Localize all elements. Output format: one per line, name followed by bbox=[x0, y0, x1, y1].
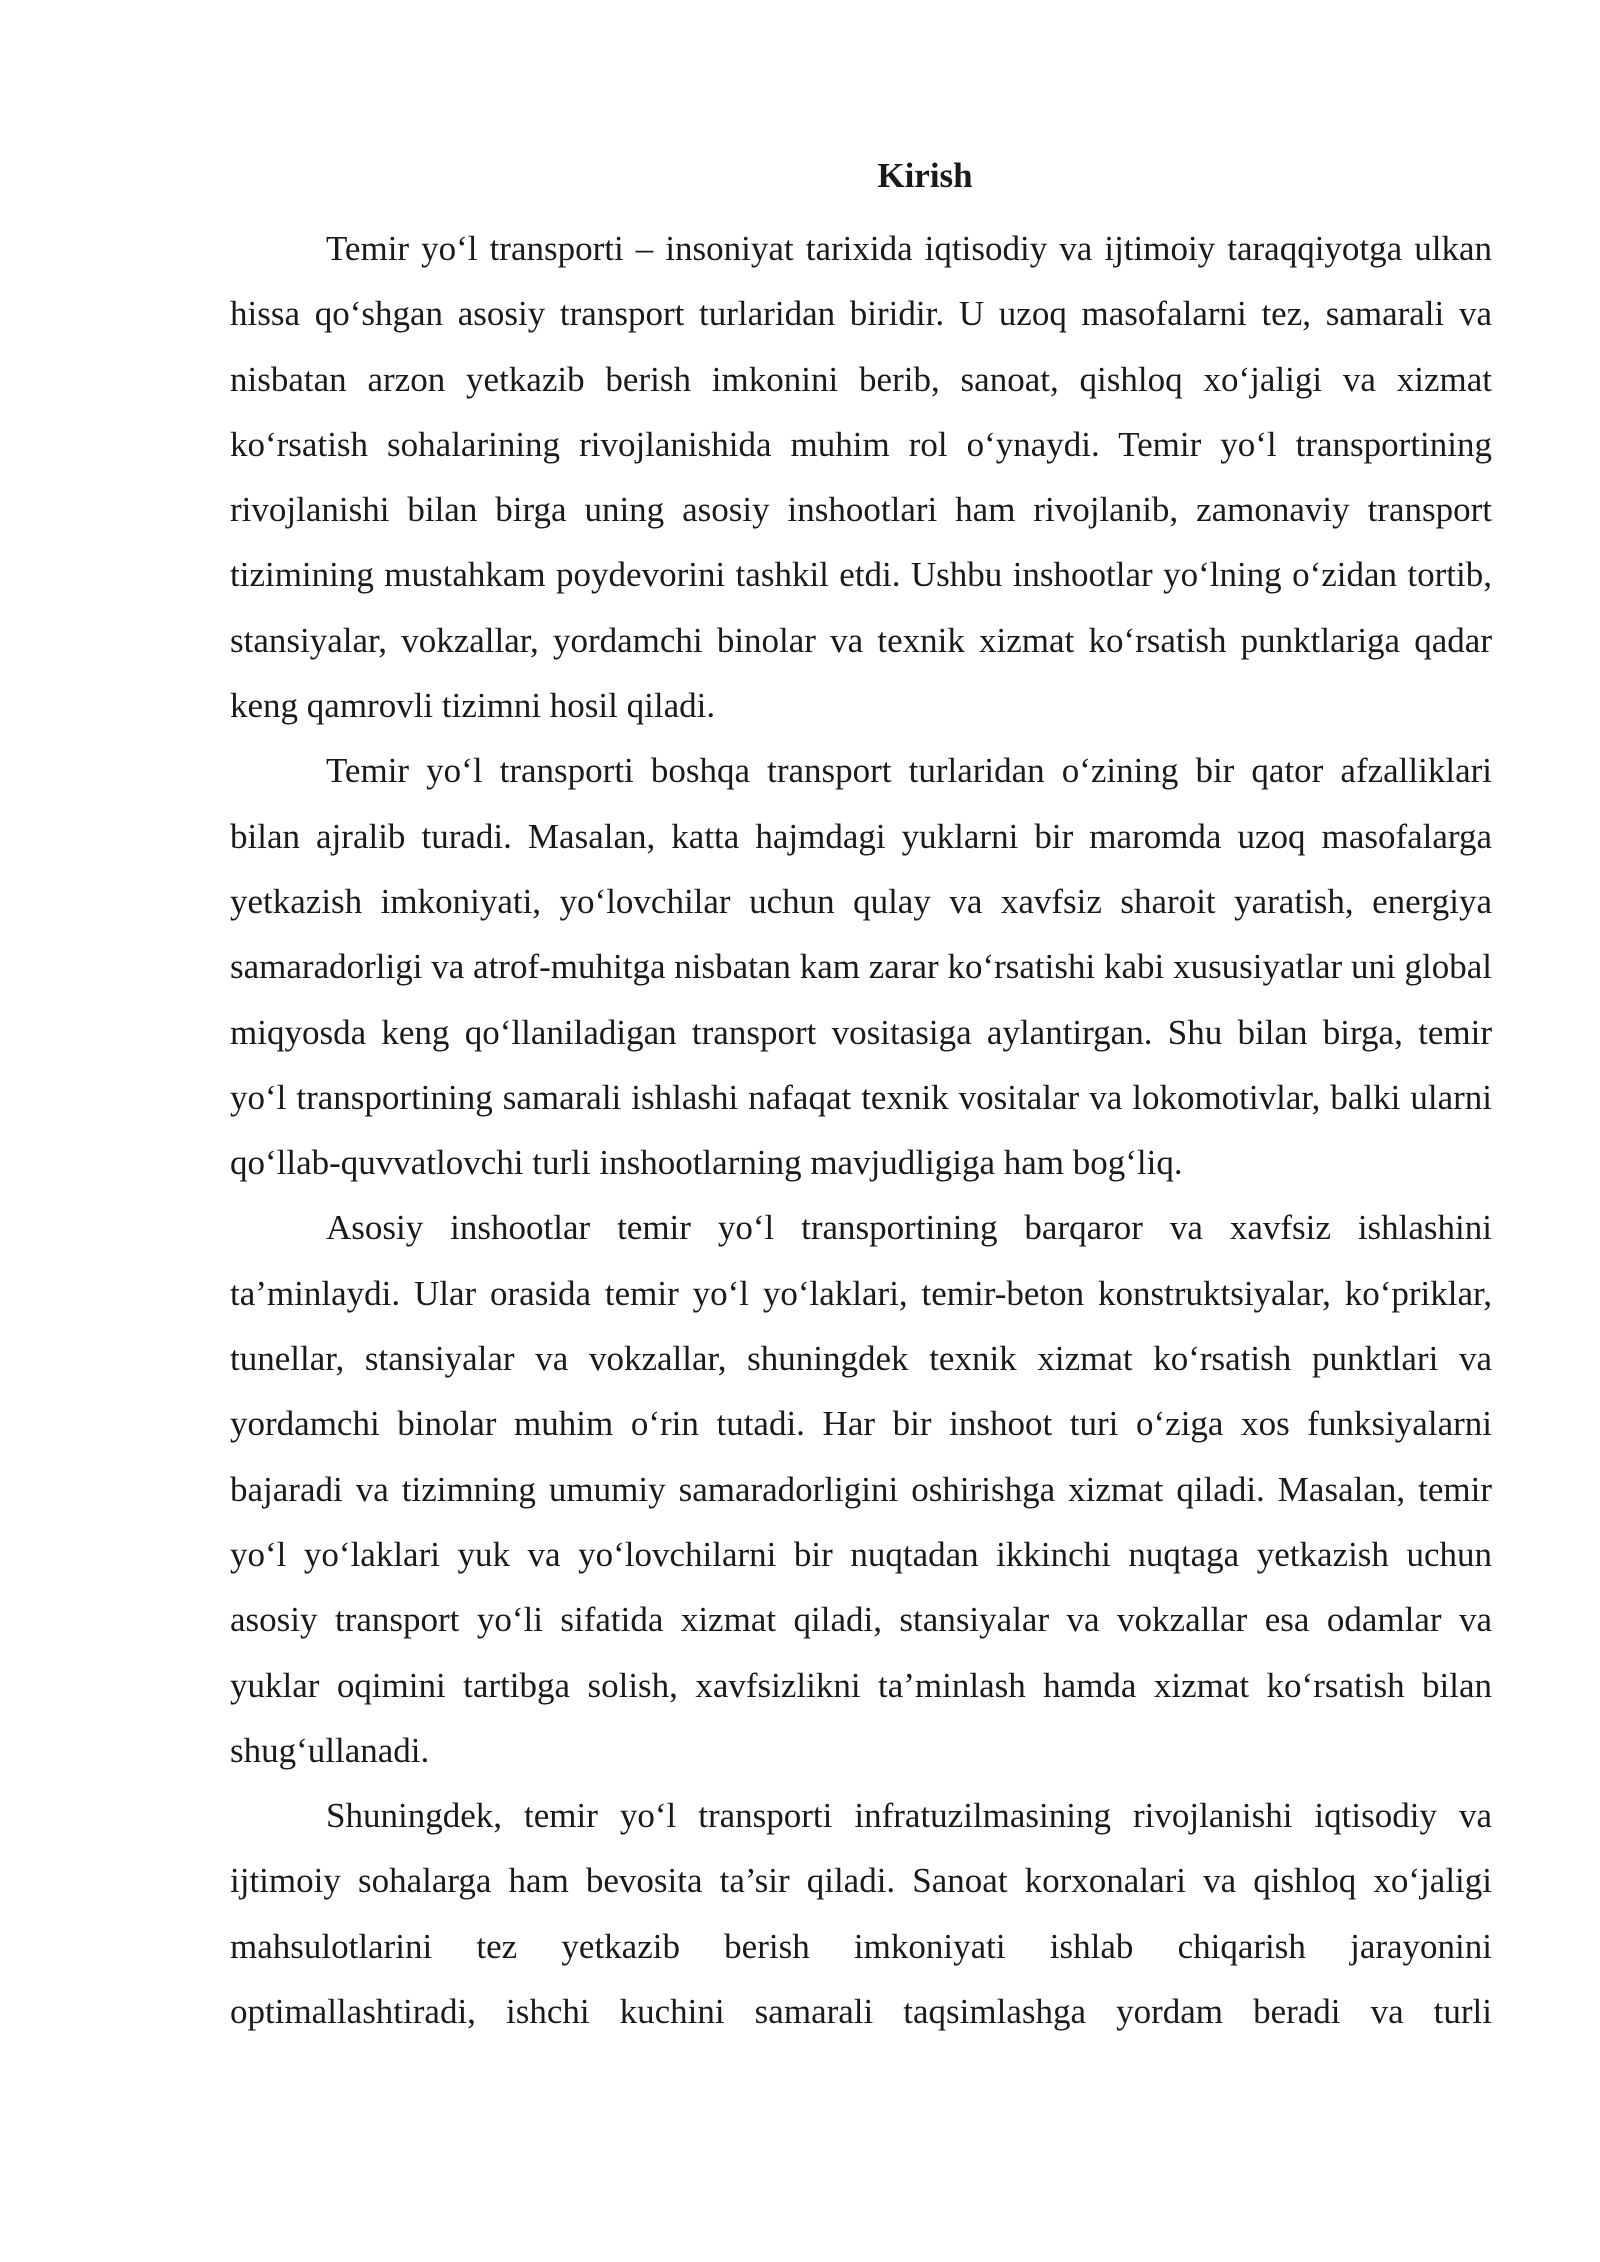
document-body bbox=[230, 150, 1492, 2044]
paragraph-4: Shuningdek, temir yo‘l transporti infratuzilmasining rivojlanishi iqtisodiy va ijtimoiy sohalarga ham bevosita ta’sir qiladi. Sanoat korxonalari va qishloq xo‘jaligi mahsulotlarini tez yetkazib berish imkoniyati ishlab chiqarish jarayonini optimallashtiradi, ishchi kuchini samarali taqsimlashga yordam beradi va turli bbox=[230, 1796, 1492, 2032]
document-title: Kirish bbox=[877, 156, 973, 195]
paragraph-1: Temir yo‘l transporti – insoniyat tarixida iqtisodiy va ijtimoiy taraqqiyotga ulkan hissa qo‘shgan asosiy transport turlaridan biridir. U uzoq masofalarni tez, samarali va nisbatan arzon yetkazib berish imkonini berib, sanoat, qishloq xo‘jaligi va xizmat ko‘rsatish sohalarining rivojlanishida muhim rol o‘ynaydi. Temir yo‘l transportining rivojlanishi bilan birga uning asosiy inshootlari ham rivojlanib, zamonaviy transport tizimining mustahkam poydevorini tashkil etdi. Ushbu inshootlar yo‘lning o‘zidan tortib, stansiyalar, vokzallar, yordamchi binolar va texnik xizmat ko‘rsatish punktlariga qadar keng qamrovli tizimni hosil qiladi. bbox=[230, 229, 1492, 726]
paragraph-2: Temir yo‘l transporti boshqa transport turlaridan o‘zining bir qator afzalliklari bilan ajralib turadi. Masalan, katta hajmdagi yuklarni bir maromda uzoq masofalarga yetkazish imkoniyati, yo‘lovchilar uchun qulay va xavfsiz sharoit yaratish, energiya samaradorligi va atrof-muhitga nisbatan kam zarar ko‘rsatishi kabi xususiyatlar uni global miqyosda keng qo‘llaniladigan transport vositasiga aylantirgan. Shu bilan birga, temir yo‘l transportining samarali ishlashi nafaqat texnik vositalar va lokomotivlar, balki ularni qo‘llab-quvvatlovchi turli inshootlarning mavjudligiga ham bog‘liq. bbox=[230, 751, 1492, 1183]
paragraph-3: Asosiy inshootlar temir yo‘l transportining barqaror va xavfsiz ishlashini ta’minlaydi. Ular orasida temir yo‘l yo‘laklari, temir-beton konstruktsiyalar, ko‘priklar, tunellar, stansiyalar va vokzallar, shuningdek texnik xizmat ko‘rsatish punktlari va yordamchi binolar muhim o‘rin tutadi. Har bir inshoot turi o‘ziga xos funksiyalarni bajaradi va tizimning umumiy samaradorligini oshirishga xizmat qiladi. Masalan, temir yo‘l yo‘laklari yuk va yo‘lovchilarni bir nuqtadan ikkinchi nuqtaga yetkazish uchun asosiy transport yo‘li sifatida xizmat qiladi, stansiyalar va vokzallar esa odamlar va yuklar oqimini tartibga solish, xavfsizlikni ta’minlash hamda xizmat ko‘rsatish bilan shug‘ullanadi. bbox=[230, 1208, 1492, 1770]
